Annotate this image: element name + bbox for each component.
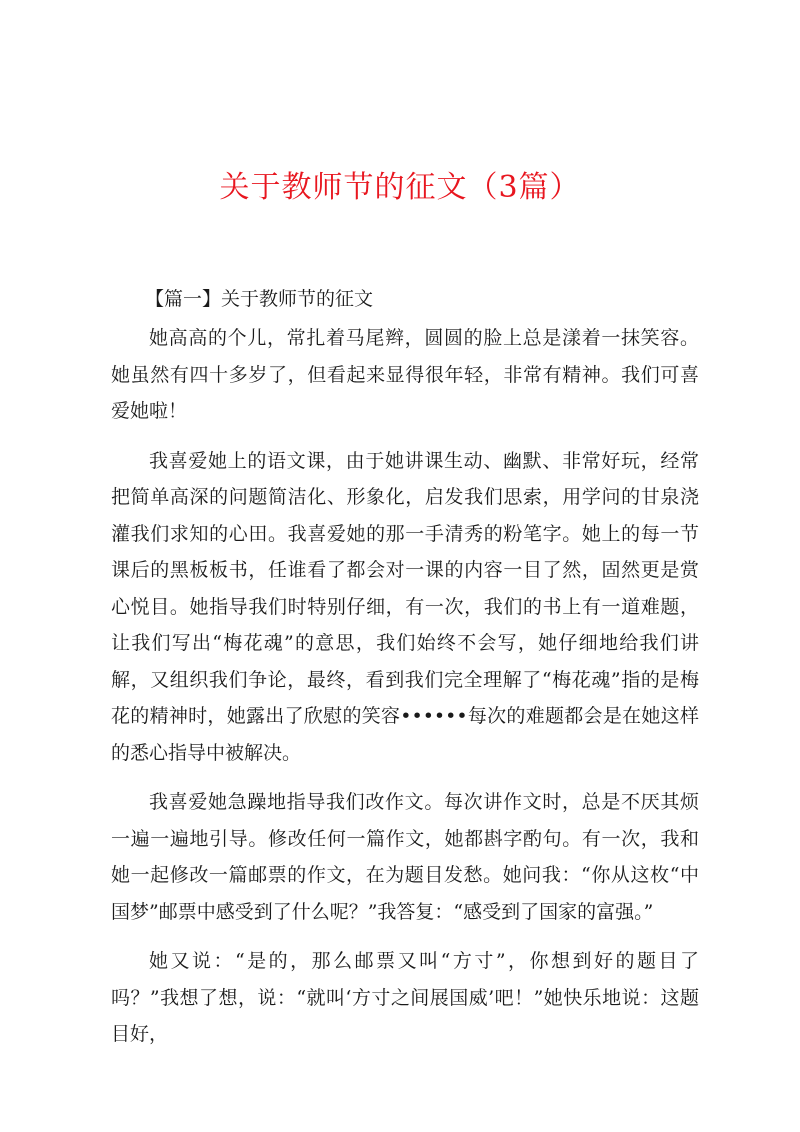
document-title: 关于教师节的征文（3篇） [219,170,581,205]
section-heading: 【篇一】关于教师节的征文 [145,288,374,310]
paragraph: 我喜爱她上的语文课，由于她讲课生动、幽默、非常好玩，经常把简单高深的问题简洁化、形象化，启发我们思索，用学问的甘泉浇灌我们求知的心田。我喜爱她的那一手清秀的粉笔字。她上的每一节课后的黑板板书，任谁看了都会对一课的内容一目了然，固然更是赏心悦目。她指导我们时特别仔细，有一次，我们的书上有一道难题，让我们写出“梅花魂”的意思，我们始终不会写，她仔细地给我们讲解，又组织我们争论，最终，看到我们完全理解了“梅花魂”指的是梅花的精神时，她露出了欣慰的笑容••••••每次的难题都会是在她这样的悉心指导中被解决。 [111,449,699,764]
document-body [111,320,699,1066]
paragraph: 她高高的个儿，常扎着马尾辫，圆圆的脸上总是漾着一抹笑容。她虽然有四十多岁了，但看起来显得很年轻，非常有精神。我们可喜爱她啦！ [111,327,699,422]
paragraph: 她又说：“是的，那么邮票又叫“方寸”，你想到好的题目了吗？”我想了想，说：“就叫‘方寸之间展国威’吧！”她快乐地说：这题目好， [111,950,699,1045]
paragraph: 我喜爱她急躁地指导我们改作文。每次讲作文时，总是不厌其烦一遍一遍地引导。修改任何一篇作文，她都斟字酌句。有一次，我和她一起修改一篇邮票的作文，在为题目发愁。她问我：“你从这枚“中国梦”邮票中感受到了什么呢？”我答复：“感受到了国家的富强。” [111,791,699,923]
